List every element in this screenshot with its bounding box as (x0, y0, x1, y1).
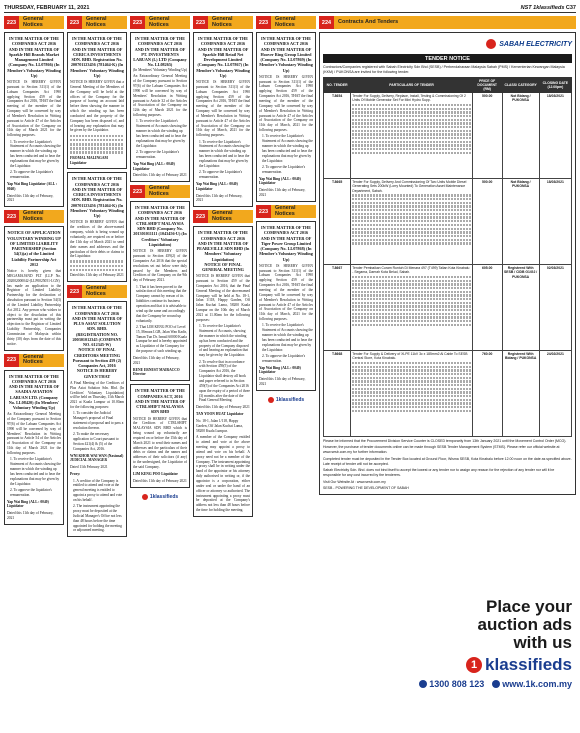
phone-icon (419, 680, 427, 688)
masthead-date: THURSDAY, FEBRUARY 11, 2021 (4, 4, 90, 11)
tender-table: NO. TENDER PARTICULARS OF TENDER PRICE OF DOCUMENT (RM) CLASS/ CATEGORY CLOSING DATE (12.00pm) T.8654 Tender For Supply, Delivery, Replace, Install, Testing & Commissioning Of 2 Units Of Mobile Generator Set For Mini Hydro Supp. 500.00 Not Bidang / PUKONSA 18/03/2021 T.8665 Tender For Supply, Delivery And Commissioning Of Two Units Mobile Diesel Generating Sets 200kW (Lorry Mounted) To Generation Asset Maintenance Department, Sabah. 500.00 Not Bidang / PUKONSA 18/03/2021 T.8667 Tender Pembaikan Curam Runtuh Di Menara 497 (T499) Talian Kota Kinabalu - Segama, Daerah Kota Belud, Sabah. 605.00 Registered With SESB / CIDB G1/G2 / PUKONSA 02/03/2021 T.8668 Tender For Supply & Delivery of XLPE 11kV 3c x 185mm2 Al Cable To SESB Central Store, Kota Kinabalu. 760.00 Registered With Bidang / PUKONSA 24/02/2021 (323, 77, 572, 437)
notice-sparkle-hill-retail: IN THE MATTER OF THE COMPANIES ACT 2016 AND IN THE MATTER OF Sparkle Hill Retail Net Development Limited (Company No. LL07867) (In Member's Voluntary Winding Up) NOTICE IS HEREBY GIVEN pursuant to Section 311(1) of the Labuan Companies Act 1990 applying Section 459 of the Companies Act 2016, THAT the final meeting of the member of the Company will be convened by way of Member's Resolution in Writing pursuant to Article 47 of the Articles of Association of the Company on 11th day of March, 2021 for the following purposes. 1. To receive the Liquidator's Statement of Accounts showing the manner in which the winding up has been conducted and to hear the explanations that may be given by the Liquidator. 2. To approve the Liquidator's remuneration. Yap Wai Bing (ALL : 0040) Liquidator Dated this 11th day of February, 2021 (193, 32, 253, 207)
notice-plus-asiat: IN THE MATTER OF THE COMPANIES ACT 2016 AND IN THE MATTER OF PLUS ASIAT SOLUTION SDN. BHD. (REGISTRATION NO. 200301012345 (COMPANY NO. 612345-W) NOTICE OF FINAL CREDITORS MEETING Pursuant to Section 459 (2) Companies Act, 2016 NOTICE IS HEREBY GIVEN THAT A Final Meeting of the Creditors of Plus Asiat Solution Sdn. Bhd. (In Creditors' Voluntary Liquidation) will be held on Thursday, 11th March 2021 at Kuala Lumpur at 10.00am for the following purposes: 1. To consider the Judicial Manager's proposal of Final statement of proposal and to pass a resolution thereon. 2. To make the necessary application to Court pursuant to Section 421(4) & (5) of the Companies Act, 2016. WNI KHOR WAI WAN (Nasional) JUDICIAL MANAGER Dated 11th February 2021 Proxy: 1. A creditor of the Company is entitled to attend and vote at the general meeting is entitled to appoint a proxy to attend and vote on his behalf. 2. The instrument appointing the proxy must be deposited at the Judicial Manager's Office not less than 48 hours before the time appointed for holding the meeting or adjourned meeting. (67, 301, 127, 537)
notice-hoover-ring: IN THE MATTER OF THE COMPANIES ACT 2016 AND IN THE MATTER OF Hoover Ring Group Limited (Company No. LL07869) (In Member's Voluntary Winding Up) NOTICE IS HEREBY GIVEN pursuant to Section 311(1) of the Labuan Companies Act 1990 applying Section 459 of the Companies Act 2016, THAT the final meeting of the member of the Company will be convened by way of Member's Resolution in Writing pursuant to Article 47 of the Articles of Association of the Company on 11th day of March, 2021 for the following purposes. 1. To receive the Liquidator's Statement of Accounts showing the manner in which the winding up has been conducted and to hear the explanations that may be given by the Liquidator. 2. To approve the Liquidator's remuneration. Yap Wai Bing (ALL : 0040) Liquidator Dated this 11th day of February, 2021 (256, 32, 316, 202)
column-5 (256, 16, 316, 406)
klassifieds-brand: 1 klassifieds (386, 655, 576, 675)
column-tenders (319, 16, 576, 495)
section-header-general: 223 General Notices (4, 210, 64, 223)
globe-icon (492, 680, 500, 688)
notice-tiger-power: IN THE MATTER OF THE COMPANIES ACT 2016 AND IN THE MATTER OF Tiger Power Group Limited (Company No. LL07868) (In Member's Voluntary Winding Up) NOTICE IS HEREBY GIVEN pursuant to Section 311(1) of the Labuan Companies Act 1990 applying Section 459 of the Companies Act 2016, THAT the final meeting of the member of the Company will be convened by way of Member's Resolution in Writing pursuant to Article 47 of the Articles of Association of the Company on 11th day of March, 2021 for the following purposes. 1. To receive the Liquidator's Statement of Accounts showing the manner in which the winding up has been conducted and to hear the explanations that may be given by the Liquidator. 2. To approve the Liquidator's remuneration. Yap Wai Bing (ALL : 0040) Liquidator Dated this 11th day of February, 2021 (256, 221, 316, 391)
tender-title: TENDER NOTICE (323, 54, 572, 63)
masthead-brand: NST 1klassifieds C37 (520, 4, 576, 11)
section-header-general: 223 General Notices (193, 16, 253, 29)
notice-cerica-creditors: IN THE MATTER OF THE COMPANIES ACT 2016 AND IN THE MATTER OF CERICA INVESTMENTS SDN. BHD. Registration No. 200701123456 (781464-K) (In Members' Voluntary Winding Up) NOTICE IS HEREBY GIVEN that the creditors of the above-named company, which is being wound up voluntarily, are required on or before the 11th day of March 2021 to send their names and addresses and the particulars of their debts or claims to the Liquidator. Dated this 11th day of February 2021 (67, 172, 127, 282)
notice-pearlville: IN THE MATTER OF THE COMPANIES ACT 2016 AND IN THE MATTER OF PEARLVILLE SDN BHD (In Members' Voluntary Liquidation) NOTICE OF FINAL GENERAL MEETING NOTICE IS HEREBY GIVEN that pursuant to Section 459 of the Companies Act 2016, that the Final General Meeting of the abovenamed Company will be held at No. 18-1, Jalan 1/118, Happy Garden, Off Jalan Kuchai Lama, 58200 Kuala Lumpur on the 10th day of March 2021 at 11.00am for the following purposes: 1. To receive the Liquidator's Statement of Accounts, showing the manner in which the winding up has been conducted and the property of the Company disposed of and hearing an explanation that may be given by the Liquidator. 2. To resolve that in accordance with Section 459(5) of the Companies Act 2016, the Liquidator shall destroy all book and paper referred to in Section 459(5) of the Companies Act 2016 upon the expiry of a period of three (3) months after the date of the Final General Meeting. Dated this 11th day of February 2021 TAN YOON HUAT Liquidator No. 18-1, Jalan 1/118, Happy Garden, Off Jalan Kuchai Lama, 58200 Kuala Lumpur. A member of the Company entitled to attend and vote at the above meeting may appoint a proxy to attend and vote on his behalf. A proxy need not be a member of the Company. The instrument appointing a proxy shall be in writing under the hand of the appointor or his attorney duly authorised in writing or, if the appointor is a corporation, either under seal or under the hand of an officer or attorney so authorised. The instrument appointing a proxy must be deposited at the Company's address not less than 48 hours before the time for holding the meeting. (193, 226, 253, 517)
section-header-general: 223 General Notices (256, 16, 316, 29)
klassifieds-logo: 1klassifieds (130, 491, 190, 503)
section-header-general: 223 General Notices (4, 354, 64, 367)
tender-notice: SABAH ELECTRICITY TENDER NOTICE Contractors/Companies registered with Sabah Electricity Sdn Bhd (SESB) / Perbendaharaan Malaysia Sabah (PMS) / Kementerian Kewangan Malaysia (KKM) / PUKONSA are invited for the following tender. NO. TENDER PARTICULARS OF TENDER PRICE OF DOCUMENT (RM) CLASS/ CATEGORY CLOSING DATE (12.00pm) T.8654 Tender For Supply, Delivery, Replace, Install, Testing & Commissioning Of 2 Units Of Mobile Generator Set For Mini Hydro Supp. 500.00 Not Bidang / PUKONSA 18/03/2021 T.8665 Tender For Supply, Delivery And Commissioning Of Two Units Mobile Diesel Generating Sets 200kW (Lorry Mounted) To Generation Asset Maintenance Department, Sabah. 500.00 Not Bidang / PUKONSA 18/03/2021 T.8667 Tender Pembaikan Curam Runtuh Di Menara 497 (T499) Talian Kota Kinabalu - Segama, Daerah Kota Belud, Sabah. 605.00 Registered With SESB / CIDB G1/G2 / PUKONSA 02/03/2021 T.8668 Tender For Supply & Delivery of XLPE 11kV 3c x 185mm2 Al Cable To SESB Central Store, Kota Kinabalu. 760.00 Registered With Bidang / PUKONSA 24/02/2021 Please be informed that the Procurement Division Service Counter is CLOSED temporarily from 13th January 2021 until the Movement Control Order (MCO). However, the purchase of tender documents online can be made through SESB Tender Management System (STMS). Please refer our official website at www.sesb.com.my for further information. Completed tender must be deposited in the Tender Box located at Ground Floor, Wisma SESB, Kota Kinabalu before 12.00 noon on the date as specified above. Late receipt of tender will not be accepted. Sabah Electricity Sdn. Bhd. does not bind itself to accept the lowest or any tender nor to assign any reason for the rejection of any tender nor will it be responsible for any cost incurred by the tenderers. Visit Our Website At : www.sesb.com.my SESB - POWERING THE DEVELOPMENT OF SABAH (319, 32, 576, 495)
section-header-general: 223 General Notices (256, 205, 316, 218)
klassifieds-logo: 1klassifieds (256, 394, 316, 406)
column-4 (193, 16, 253, 520)
section-header-general: 223 General Notices (193, 210, 253, 223)
section-header-general: 223 General Notices (130, 185, 190, 198)
notice-llp-dissolution: NOTICE OF APPLICATION VOLUNTARY WINDING UP OF LIMITED LIABILITY PARTNERSHIP (Section 54(3)(a) of the Limited Liability Partnership Act 2012 Notice is hereby given that MEGAMAJAND PLT (LLP No. 202002000042-(LLP0025051-LGN) has made an application to the Registrar of Limited Liability Partnership for the declaration of dissolution pursuant to Section 54(3) of the Limited Liability Partnership Act 2012. Any person who wishes to object to the dissolution of this partnership must put in writing the objection to the Registrar of Limited Liability Partnership, Companies Commission of Malaysia within thirty (30) days from the date of this notice. (4, 226, 64, 350)
tender-row: T.8667 Tender Pembaikan Curam Runtuh Di Menara 497 (T499) Talian Kota Kinabalu - Segama, Daerah Kota Belud, Sabah. 605.00 Registered With SESB / CIDB G1/G2 / PUKONSA 02/03/2021 (324, 264, 572, 350)
notice-sparkle-hill-brands: IN THE MATTER OF THE COMPANIES ACT 2016 AND IN THE MATTER OF Sparkle Hill Brands Market Management Limited (Company No. LL07866) (In Member's Voluntary Winding Up) NOTICE IS HEREBY GIVEN pursuant to Section 311(1) of the Labuan Companies Act 1990 applying Section 459 of the Companies Act 2016, THAT the final meeting of the member of the Company will be convened by way of Member's Resolution in Writing pursuant to Article 47 of the Articles of Association of the Company on 11th day of March 2021 for the following purposes. 1. To receive the Liquidator's Statement of Accounts showing the manner in which the winding up has been conducted and to hear the explanations that may be given by the Liquidator. 2. To approve the Liquidator's remuneration. Yap Wai Bing Liquidator (ALL : 0040) Dated this 11th day of February, 2021 (4, 32, 64, 207)
notice-ctrlshift-creditors: IN THE MATTER OF THE COMPANIES ACT, 2016 AND IN THE MATTER OF CTRLSHIFT MALAYSIA SDN BHD NOTICE IS HEREBY GIVEN that the Creditors of CTRLSHIFT MALAYSIA SDN BHD which is being wound up voluntarily are required on or before the 15th day of March 2021 to send their names and addresses and the particulars of their debts or claims and the names and addresses of their solicitors (if any) to the undersigned, the Liquidator of the said Company. LIM KENG POO Liquidator Dated this 11th day of February 2021 (130, 384, 190, 487)
notice-cerica-meeting: IN THE MATTER OF THE COMPANIES ACT 2016 AND IN THE MATTER OF CERICA INVESTMENTS SDN. BHD. Registration No. 200701123456 (781464-K) (In Members' Voluntary Winding Up) NOTICE IS HEREBY GIVEN that a General Meeting of the Members of the Company will be held at the offices of the Company for the purpose of having an account laid before them showing the manner in which the winding up has been conducted and the property of the Company has been disposed of, and of hearing any explanation that may be given by the Liquidator. FROMAL MALINGAM Liquidator (67, 32, 127, 169)
tender-row: T.8668 Tender For Supply & Delivery of XLPE 11kV 3c x 185mm2 Al Cable To SESB Central Store, Kota Kinabalu. 760.00 Registered With Bidang / PUKONSA 24/02/2021 (324, 350, 572, 436)
masthead (4, 3, 576, 13)
tender-intro: Contractors/Companies registered with Sabah Electricity Sdn Bhd (SESB) / Perbendaharaan Malaysia Sabah (PMS) / Kementerian Kewangan Malaysia (KKM) / PUKONSA are invited for the following tender. (323, 65, 565, 74)
section-header-general: 223 General Notices (130, 16, 190, 29)
tender-row: T.8665 Tender For Supply, Delivery And Commissioning Of Two Units Mobile Diesel Generating Sets 200kW (Lorry Mounted) To Generation Asset Maintenance Department, Sabah. 500.00 Not Bidang / PUKONSA 18/03/2021 (324, 178, 572, 264)
website: www.1k.com.my (492, 679, 572, 689)
tender-row: T.8654 Tender For Supply, Delivery, Replace, Install, Testing & Commissioning Of 2 Units Of Mobile Generator Set For Mini Hydro Supp. 500.00 Not Bidang / PUKONSA 18/03/2021 (324, 92, 572, 178)
section-header-general: 223 General Notices (4, 16, 64, 29)
column-1 (4, 16, 64, 528)
phone-number: 1300 808 123 (419, 679, 484, 689)
column-3 (130, 16, 190, 503)
notice-pt-investments: IN THE MATTER OF THE COMPANIES ACT 2016 AND IN THE MATTER OF PT. INVESTMENTS LABUAN (L) LTD (Company No. LL08265) (In Members' Voluntary Winding Up) An Extraordinary General Meeting of the Company pursuant to Section 97(6) of the Labuan Companies Act 1990 will be convened by way of Members' Resolution in Writing pursuant to Article 32 of the Articles of Association of the Company on 12th day of March 2021 for the following purposes. 1. To receive the Liquidator's Statement of Accounts showing the manner in which the winding up has been conducted and to hear the explanations that may be given by the Liquidator. 2. To approve the Liquidator's remuneration. Yap Wai Bing (ALL : 0040) Liquidator Dated this 11th day of February 2021 (130, 32, 190, 182)
section-header-general: 223 General Notices (67, 16, 127, 29)
sabah-electricity-icon (486, 39, 496, 49)
section-header-contracts: 224 Contracts And Tenders (319, 16, 576, 29)
notice-saadia-aviation: IN THE MATTER OF THE COMPANIES ACT 2016 AND IN THE MATTER OF SAADIA AVIATION LABUAN LTD. (Company No. LL08420) (In Members' Voluntary Winding Up) An Extraordinary General Meeting of the Company pursuant to Section 97(6) of the Labuan Companies Act 1990 will be convened by way of Members' Resolution in Writing pursuant to Article 54 of the Articles of Association of the Company on 11th day of March 2021 for the following purposes. 1. To receive the Liquidator's Statement of Accounts showing the manner in which the winding up has been conducted and to hear the explanations that may be given by the Liquidator. 2. To approve the liquidator's remuneration. Yap Wai Bing (ALL : 0040) Liquidator Dated this 11th day of February, 2021 (4, 370, 64, 525)
notice-ctrlshift-resolution: IN THE MATTER OF THE COMPANIES ACT 2016 AND IN THE MATTER OF CTRLSHIFT MALAYSIA SDN BHD (Company No. 201301011111 (1043456-U) (In Creditors' Voluntary Liquidation) NOTICE IS HEREBY GIVEN pursuant to Section 459(2) of the Companies Act 2016 that the special resolutions set out below were duly passed by the Members and Creditors of the Company on the 9th day of February 2021. 1. That it has been proved to the satisfaction of this meeting that the Company cannot by reason of its liabilities continue its business operation and that it is advisable to wind up the same and accordingly that the Company be wound up voluntarily. 2. That LIM KENG POO of Level 15, Menara LGB, Jalan Wan Kadir, Taman Tun Dr. Ismail 60000 Kuala Lumpur be and is hereby appointed as Liquidator of the Company for the purpose of such winding up. Dated this 11th day of February, 2021 RENE ERNEST MAIRACCO Director (130, 201, 190, 381)
auction-ad: Place your auction ads with us 1 klassifieds 1300 808 123 www.1k.com.my (386, 598, 576, 730)
sabah-electricity-logo: SABAH ELECTRICITY (323, 36, 572, 52)
section-header-general: 223 General Notices (67, 285, 127, 298)
column-2 (67, 16, 127, 540)
